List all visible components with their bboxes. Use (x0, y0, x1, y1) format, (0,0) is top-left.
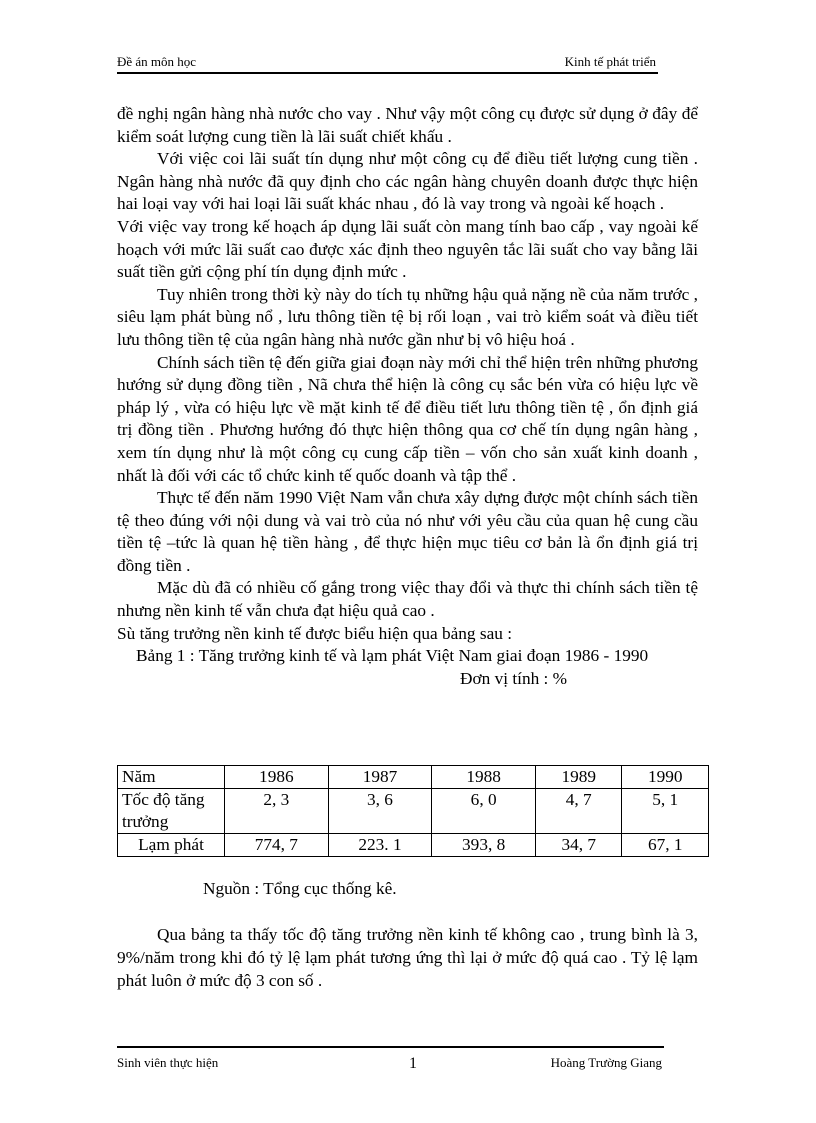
table-header-cell: Năm (118, 766, 225, 789)
table-caption: Bảng 1 : Tăng trưởng kinh tế và lạm phát Việt Nam giai đoạn 1986 - 1990 (136, 646, 649, 666)
table-cell: 2, 3 (225, 789, 329, 834)
paragraph: Qua bảng ta thấy tốc độ tăng trưởng nền kinh tế không cao , trung bình là 3, 9%/năm trong khi đó tỷ lệ lạm phát tương ứng thì lại ở mức độ quá cao . Tỷ lệ lạm phát luôn ở mức độ 3 con số . (117, 925, 698, 990)
table-cell: 4, 7 (535, 789, 622, 834)
paragraph: Với việc vay trong kế hoạch áp dụng lãi suất còn mang tính bao cấp , vay ngoài kế hoạch với mức lãi suất cao được xác định theo nguyên tắc lãi suất cho vay bằng lãi suất tiền gửi cộng phí tín dụng định mức . (117, 216, 698, 282)
page-header (117, 52, 658, 74)
footer-author: Hoàng Trường Giang (550, 1055, 662, 1070)
table-header-cell: 1986 (225, 766, 329, 789)
paragraph: Tuy nhiên trong thời kỳ này do tích tụ những hậu quả nặng nề của năm trước , siêu lạm phát bùng nổ , lưu thông tiền tệ bị rối loạn , vai trò kiểm soát và điều tiết lưu thông tiền tệ của ngân hàng nhà nước gần như bị vô hiệu hoá . (117, 284, 698, 349)
table-cell: 6, 0 (432, 789, 536, 834)
table-header-cell: 1990 (622, 766, 709, 789)
page-number: 1 (409, 1055, 417, 1072)
table-source: Nguồn : Tổng cục thống kê. (203, 879, 397, 898)
growth-inflation-table (117, 765, 709, 857)
page-footer (117, 1046, 664, 1072)
paragraph: Với việc coi lãi suất tín dụng như một công cụ để điều tiết lượng cung tiền . Ngân hàng nhà nước đã quy định cho các ngân hàng chuyên doanh được thực hiện hai loại vay với hai loại lãi suất khác nhau , đó là vay trong và ngoài kế hoạch . (117, 149, 698, 214)
body-text (117, 103, 698, 690)
paragraph: Chính sách tiền tệ đến giữa giai đoạn này mới chỉ thể hiện trên những phương hướng sử dụng đồng tiền , Nã chưa thể hiện là công cụ sắc bén vừa có hiệu lực về pháp lý , vừa có hiệu lực về mặt kinh tế để điều tiết lưu thông tiền tệ , ổn định giá trị đồng tiền . Phương hướng đó thực hiện thông qua cơ chế tín dụng ngân hàng , xem tín dụng như là một công cụ cung cấp tiền – vốn cho sản xuất kinh doanh , nhất là đối với các tổ chức kinh tế quốc doanh và tập thể . (117, 352, 698, 485)
table-cell: 393, 8 (432, 834, 536, 857)
table-cell: 5, 1 (622, 789, 709, 834)
table-row (118, 834, 709, 857)
table-cell: 774, 7 (225, 834, 329, 857)
header-subject: Kinh tế phát triển (564, 54, 656, 69)
paragraph: đề nghị ngân hàng nhà nước cho vay . Như vậy một công cụ được sử dụng ở đây để kiểm soát lượng cung tiền là lãi suất chiết khấu . (117, 104, 698, 146)
table-unit: Đơn vị tính : % (460, 668, 568, 688)
table-row-label: Lạm phát (118, 834, 225, 857)
header-course-title: Đề án môn học (117, 54, 197, 69)
paragraph: Thực tế đến năm 1990 Việt Nam vẫn chưa xây dựng được một chính sách tiền tệ theo đúng với nội dung và vai trò của nó như với yêu cầu của quan hệ cung cầu tiền tệ –tức là quan hệ tiền hàng , để thực hiện mục tiêu cơ bản là ổn định giá trị đồng tiền . (117, 488, 698, 575)
table-cell: 34, 7 (535, 834, 622, 857)
paragraph: Sù tăng trưởng nền kinh tế được biểu hiện qua bảng sau : (117, 623, 513, 643)
footer-label: Sinh viên thực hiện (117, 1055, 219, 1070)
table-row (118, 789, 709, 834)
table-header-cell: 1989 (535, 766, 622, 789)
table-header-cell: 1988 (432, 766, 536, 789)
paragraph: Mặc dù đã có nhiều cố gắng trong việc thay đổi và thực thi chính sách tiền tệ nhưng nền kinh tế vẫn chưa đạt hiệu quả cao . (117, 578, 698, 621)
table-cell: 67, 1 (622, 834, 709, 857)
table-cell: 3, 6 (328, 789, 432, 834)
table-cell: 223. 1 (328, 834, 432, 857)
table-header-row (118, 766, 709, 789)
table-header-cell: 1987 (328, 766, 432, 789)
table-row-label: Tốc độ tăng trưởng (118, 789, 225, 834)
conclusion-block (117, 923, 698, 992)
